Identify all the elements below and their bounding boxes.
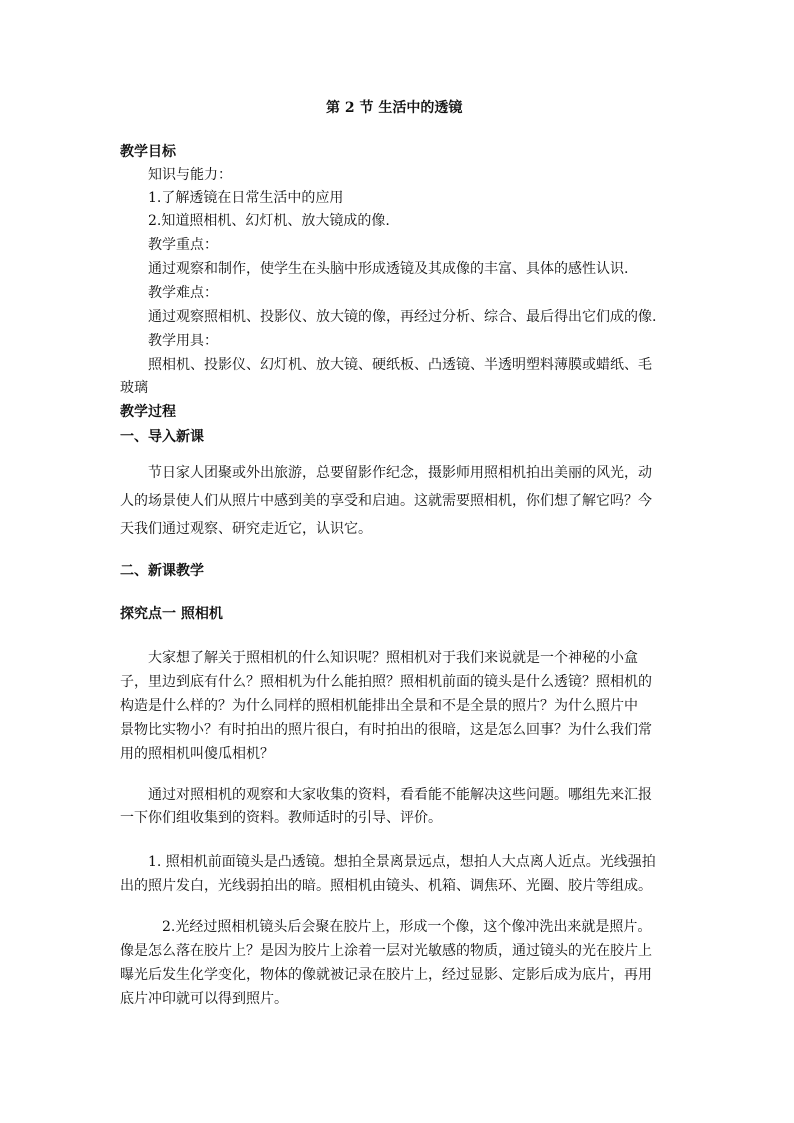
intro-section-heading: 一、导入新课 xyxy=(120,429,204,445)
teaching-tools-text: 照相机、投影仪、幻灯机、放大镜、硬纸板、凸透镜、半透明塑料薄膜或蜡纸、毛 xyxy=(148,357,652,373)
film-exposure-point-line: 曝光后发生化学变化，物体的像就被记录在胶片上，经过显影、定影后成为底片，再用 xyxy=(120,967,652,983)
intro-paragraph-line: 节日家人团聚或外出旅游，总要留影作纪念，摄影师用照相机拍出美丽的风光，动 xyxy=(148,465,652,481)
difficulty-text: 通过观察照相机、投影仪、放大镜的像，再经过分析、综合、最后得出它们成的像. xyxy=(148,309,657,325)
intro-paragraph-line: 人的场景使人们从照片中感到美的享受和启迪。这就需要照相机，你们想了解它吗？今 xyxy=(120,493,652,509)
new-lesson-heading: 二、新课教学 xyxy=(120,563,204,579)
teaching-goals-heading: 教学目标 xyxy=(120,144,176,160)
camera-question-line: 用的照相机叫傻瓜相机？ xyxy=(120,746,274,762)
knowledge-ability-label: 知识与能力： xyxy=(148,167,232,183)
film-exposure-point-line: 像是怎么落在胶片上？是因为胶片上涂着一层对光敏感的物质，通过镜头的光在胶片上 xyxy=(120,943,652,959)
camera-lens-point-line: 1. 照相机前面镜头是凸透镜。想拍全景离景远点，想拍人大点离人近点。光线强拍 xyxy=(148,854,656,870)
knowledge-item-2: 2.知道照相机、幻灯机、放大镜成的像. xyxy=(148,213,390,229)
camera-question-line: 子，里边到底有什么？照相机为什么能拍照？照相机前面的镜头是什么透镜？照相机的 xyxy=(120,674,652,690)
key-points-label: 教学重点： xyxy=(148,237,218,253)
difficulty-label: 教学难点： xyxy=(148,285,218,301)
teaching-tools-label: 教学用具： xyxy=(148,333,218,349)
knowledge-item-1: 1.了解透镜在日常生活中的应用 xyxy=(148,190,344,206)
teaching-process-heading: 教学过程 xyxy=(120,404,176,420)
intro-paragraph-line: 天我们通过观察、研究走近它，认识它。 xyxy=(120,521,372,537)
camera-lens-point-line: 出的照片发白，光线弱拍出的暗。照相机由镜头、机箱、调焦环、光圈、胶片等组成。 xyxy=(120,878,652,894)
camera-question-line: 大家想了解关于照相机的什么知识呢？照相机对于我们来说就是一个神秘的小盒 xyxy=(148,650,638,666)
camera-question-line: 景物比实物小？有时拍出的照片很白，有时拍出的很暗，这是怎么回事？为什么我们常 xyxy=(120,722,652,738)
observation-paragraph-line: 通过对照相机的观察和大家收集的资料，看看能不能解决这些问题。哪组先来汇报 xyxy=(148,787,652,803)
film-exposure-point-line: 底片冲印就可以得到照片。 xyxy=(120,991,288,1007)
page-title: 第 2 节 生活中的透镜 xyxy=(326,100,463,116)
observation-paragraph-line: 一下你们组收集到的资料。教师适时的引导、评价。 xyxy=(120,810,442,826)
key-points-text: 通过观察和制作，使学生在头脑中形成透镜及其成像的丰富、具体的感性认识. xyxy=(148,261,629,277)
film-exposure-point-line: 2.光经过照相机镜头后会聚在胶片上，形成一个像，这个像冲洗出来就是照片。 xyxy=(162,919,652,935)
explore-point-heading: 探究点一 照相机 xyxy=(120,606,223,622)
teaching-tools-text-cont: 玻璃 xyxy=(120,380,148,396)
camera-question-line: 构造是什么样的？为什么同样的照相机能排出全景和不是全景的照片？为什么照片中 xyxy=(120,698,638,714)
